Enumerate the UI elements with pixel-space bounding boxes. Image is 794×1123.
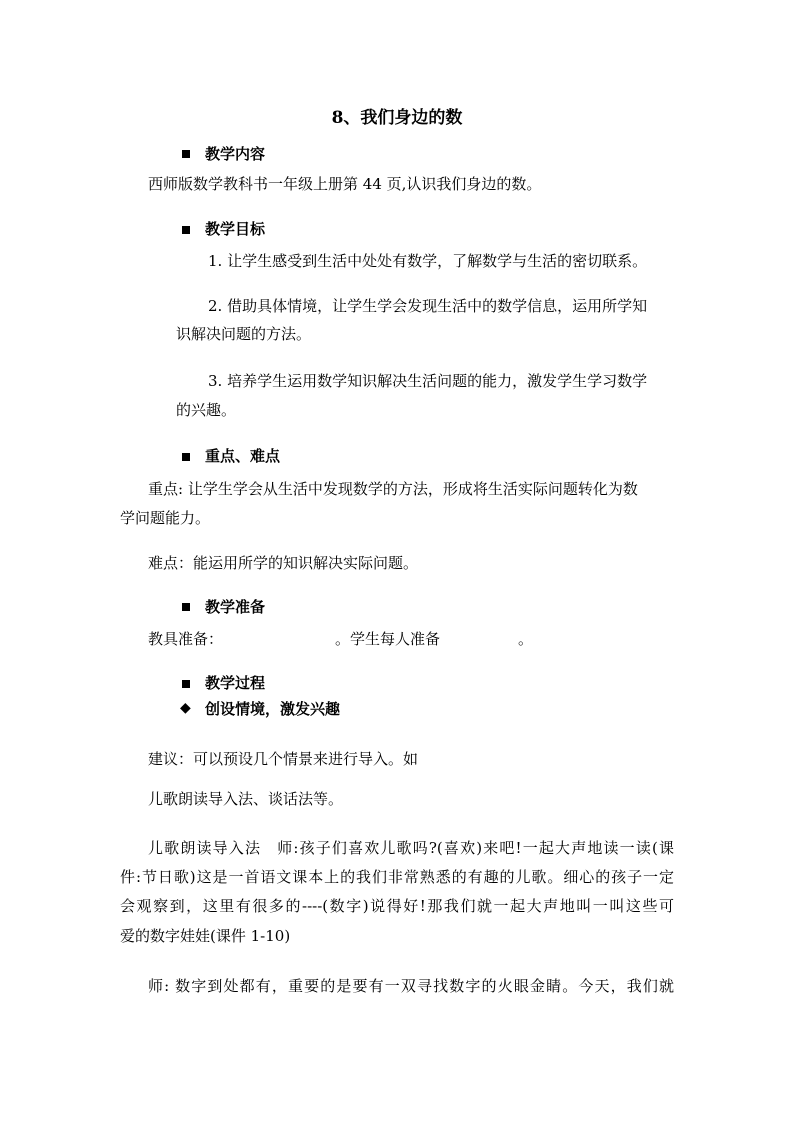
section-heading-process: 教学过程 [205,674,266,692]
suggestion-line-1: 建议：可以预设几个情景来进行导入。如 [148,750,419,768]
square-bullet-icon [182,680,190,688]
paragraph-1-line-3: 会观察到，这里有很多的----(数字)说得好!那我们就一起大声地叫一叫这些可 [120,897,674,915]
goal-item-1: 1. 让学生感受到生活中处处有数学，了解数学与生活的密切联系。 [208,252,648,270]
prep-end-mark: 。 [518,630,534,648]
goal-item-2: 2. 借助具体情境，让学生学会发现生活中的数学信息，运用所学知 [208,297,648,315]
key-point-line-2: 学问题能力。 [120,509,211,527]
section-heading-content: 教学内容 [205,145,266,163]
process-sub-heading: 创设情境，激发兴趣 [205,700,341,718]
section-heading-prep: 教学准备 [205,598,266,616]
goal-item-3: 3. 培养学生运用数学知识解决生活问题的能力，激发学生学习数学 [208,372,648,390]
square-bullet-icon [182,150,190,158]
diamond-bullet-icon: ◆ [180,700,191,716]
section-heading-key-points: 重点、难点 [205,447,281,465]
prep-teacher-label: 教具准备： [148,630,224,648]
square-bullet-icon [182,226,190,234]
square-bullet-icon [182,603,190,611]
page-title: 8、我们身边的数 [331,108,463,128]
suggestion-line-2: 儿歌朗读导入法、谈话法等。 [148,790,344,808]
section-heading-goals: 教学目标 [205,220,266,238]
goal-item-2-cont: 识解决问题的方法。 [176,325,312,343]
square-bullet-icon [182,453,190,461]
paragraph-1-line-1: 儿歌朗读导入法 师:孩子们喜欢儿歌吗?(喜欢)来吧!一起大声地读一读(课 [148,839,674,857]
goal-item-3-cont: 的兴趣。 [176,401,237,419]
paragraph-1-line-4: 爱的数字娃娃(课件 1-10) [120,927,291,945]
prep-student-label: 。学生每人准备 [335,630,441,648]
key-point-line-1: 重点: 让学生学会从生活中发现数学的方法，形成将生活实际问题转化为数 [148,480,638,498]
paragraph-2-line-1: 师: 数字到处都有，重要的是要有一双寻找数字的火眼金睛。今天，我们就 [148,977,674,995]
content-text: 西师版数学教科书一年级上册第 44 页,认识我们身边的数。 [148,175,542,193]
paragraph-1-line-2: 件:节日歌)这是一首语文课本上的我们非常熟悉的有趣的儿歌。细心的孩子一定 [120,868,674,886]
difficult-point: 难点：能运用所学的知识解决实际问题。 [148,554,419,572]
